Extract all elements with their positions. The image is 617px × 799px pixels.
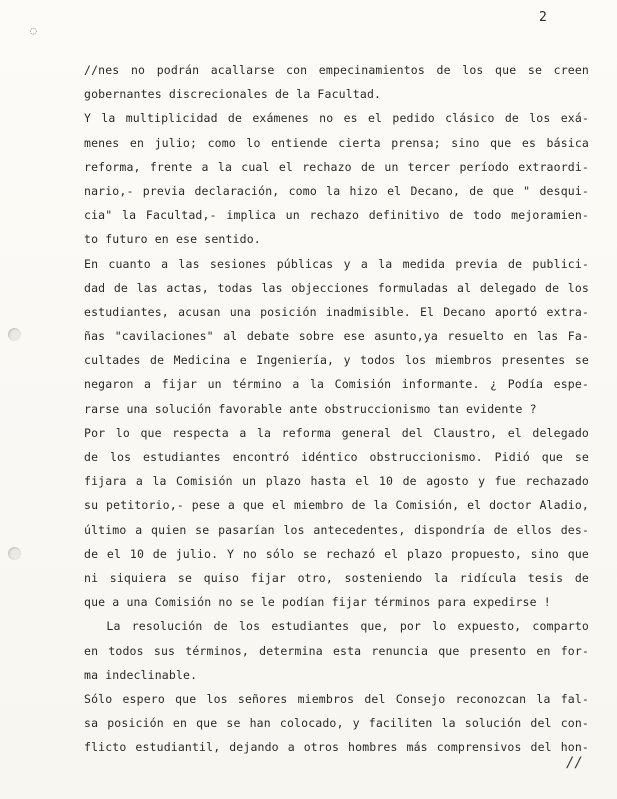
corner-mark-icon: ◌ (30, 24, 37, 37)
text-line: ma indeclinable. (84, 667, 198, 682)
text-line: En cuanto a las sesiones públicas y a la medida previa de publici- (84, 256, 589, 271)
punch-hole-icon (8, 328, 21, 341)
text-line: cultades de Medicina e Ingeniería, y todos los miembros presentes se (84, 353, 589, 368)
text-line: menes en julio; como lo entiende cierta prensa; sino que es básica (84, 135, 589, 150)
text-line: Y la multiplicidad de exámenes no es el pedido clásico de los exá- (84, 111, 589, 126)
text-line: ni siquiera se quiso fijar otro, sosteniendo la ridícula tesis de (84, 570, 589, 585)
text-line: Por lo que respecta a la reforma general del Claustro, el delegado (84, 425, 589, 440)
text-line: de los estudiantes encontró idéntico obstruccionismo. Pidió que se (84, 450, 589, 464)
text-line: de el 10 de julio. Y no sólo se rechazó el plazo propuesto, sino que (84, 546, 589, 561)
text-line: último a quien se pasarían los antecedentes, dispondría de ellos des- (84, 522, 589, 537)
text-line: to futuro en ese sentido. (84, 232, 261, 247)
text-line: La resolución de los estudiantes que, por lo expuesto, comparto (84, 619, 589, 634)
text-line: su petitorio,- pese a que el miembro de la Comisión, el doctor Aladio, (84, 498, 589, 513)
text-line: Sólo espero que los señores miembros del Consejo reconozcan la fal- (84, 691, 589, 706)
text-line: ñas "cavilaciones" al debate sobre ese asunto,ya resuelto en las Fa- (84, 329, 589, 344)
text-line: rarse una solución favorable ante obstruccionismo tan evidente ? (84, 401, 537, 416)
text-line: //nes no podrán acallarse con empecinamientos de los que se creen (84, 63, 589, 77)
text-line: cia" la Facultad,- implica un rechazo definitivo de todo mejoramien- (84, 208, 589, 223)
letter-body (84, 58, 589, 759)
text-line: flicto estudiantil, dejando a otros hombres más comprensivos del hon- (84, 740, 589, 755)
text-line: en todos sus términos, determina esta renuncia que presento en for- (84, 643, 589, 658)
text-line: nario,- previa declaración, como la hizo el Decano, de que " desqui- (84, 183, 589, 198)
text-line: fijara a la Comisión un plazo hasta el 10 de agosto y fue rechazado (84, 474, 589, 489)
continuation-mark: // (566, 755, 583, 771)
text-line: negaron a fijar un término a la Comisión informante. ¿ Podía espe- (84, 377, 589, 392)
text-line: dad de las actas, todas las objecciones formuladas al delegado de los (84, 280, 589, 295)
punch-hole-icon (8, 547, 21, 560)
text-line: reforma, frente a la cual el rechazo de un tercer período extraordi- (84, 159, 589, 174)
text-line: estudiantes, acusan una posición inadmisible. El Decano aportó extra- (84, 304, 589, 319)
text-line: sa posición en que se han colocado, y faciliten la solución del con- (84, 716, 589, 731)
text-line: que a una Comisión no se le podían fijar términos para expedirse ! (84, 595, 551, 610)
page-number: 2 (539, 10, 547, 25)
text-line: gobernantes discrecionales de la Facultad. (84, 87, 382, 102)
